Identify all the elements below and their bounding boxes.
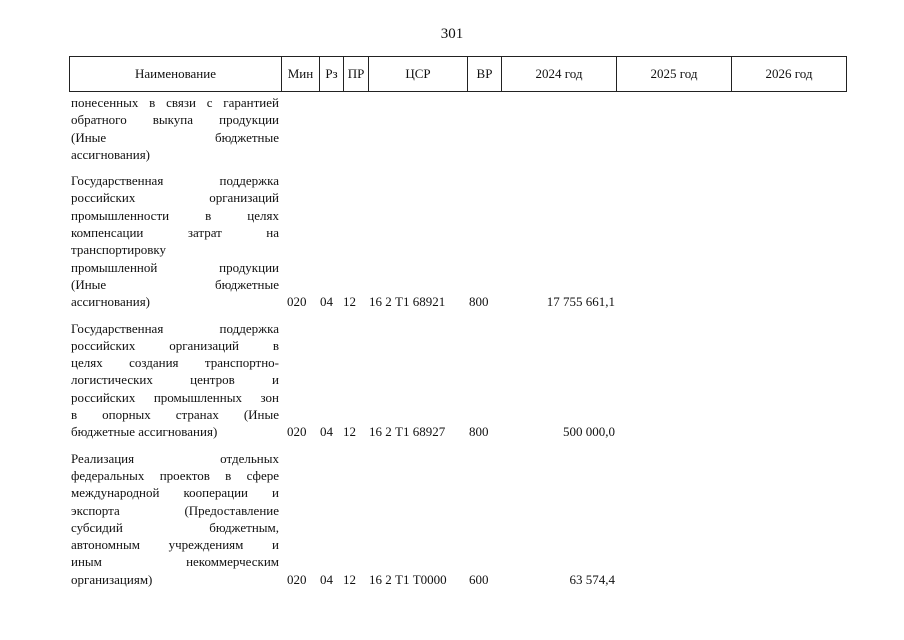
cell-csr: 16 2 Т1 68927 [369, 424, 446, 440]
table-row [69, 172, 849, 310]
row-name-line: автономным учреждениям и [71, 537, 279, 553]
row-name-line: федеральных проектов в сфере [71, 467, 279, 483]
header-2025: 2025 год [617, 57, 732, 92]
row-name-line: (Иные бюджетные [71, 129, 279, 145]
row-name [71, 172, 279, 310]
row-name-line: иным некоммерческим [71, 554, 279, 570]
row-name-line: логистических центров и [71, 372, 279, 388]
row-name [71, 320, 279, 441]
cell-y2024: 500 000,0 [563, 424, 615, 440]
cell-csr: 16 2 Т1 68921 [369, 294, 446, 310]
cell-min: 020 [287, 571, 307, 587]
row-name-line: организациям) [71, 571, 153, 587]
row-name-line: Государственная поддержка [71, 320, 279, 336]
header-pr: ПР [344, 57, 369, 92]
row-name-line: российских организаций в [71, 337, 279, 353]
header-rz: Рз [320, 57, 344, 92]
cell-pr: 12 [343, 424, 356, 440]
table-row [69, 320, 849, 441]
cell-vr: 800 [469, 294, 489, 310]
row-name-line: российских организаций [71, 190, 279, 206]
row-name-line: экспорта (Предоставление [71, 502, 279, 518]
row-name-line: (Иные бюджетные [71, 276, 279, 292]
table-row [69, 94, 849, 163]
row-name-line: транспортировку [71, 242, 167, 258]
header-name: Наименование [70, 57, 282, 92]
row-name-line: ассигнования) [71, 294, 151, 310]
table-row [69, 450, 849, 588]
row-name [71, 450, 279, 588]
row-name-line: целях создания транспортно- [71, 355, 279, 371]
header-2026: 2026 год [732, 57, 847, 92]
header-csr: ЦСР [369, 57, 468, 92]
row-name-line: бюджетные ассигнования) [71, 424, 218, 440]
cell-csr: 16 2 Т1 Т0000 [369, 571, 447, 587]
header-2024: 2024 год [502, 57, 617, 92]
cell-y2024: 17 755 661,1 [546, 294, 615, 310]
row-name-line: обратного выкупа продукции [71, 112, 279, 128]
row-name-line: Реализация отдельных [71, 450, 279, 466]
row-name-line: компенсации затрат на [71, 225, 279, 241]
row-name-line: в опорных странах (Иные [71, 407, 279, 423]
row-name-line: международной кооперации и [71, 485, 279, 501]
row-name-line: промышленности в целях [71, 207, 279, 223]
cell-y2024: 63 574,4 [569, 571, 615, 587]
row-name-line: понесенных в связи с гарантией [71, 95, 279, 110]
row-name-line: промышленной продукции [71, 259, 279, 275]
table-header [69, 56, 847, 92]
page-number: 301 [440, 26, 464, 42]
row-name-line: российских промышленных зон [71, 389, 279, 405]
cell-min: 020 [287, 294, 307, 310]
cell-pr: 12 [343, 571, 356, 587]
cell-rz: 04 [320, 294, 333, 310]
cell-pr: 12 [343, 294, 356, 310]
cell-vr: 600 [469, 571, 489, 587]
row-name-line: ассигнования) [71, 146, 151, 162]
cell-rz: 04 [320, 571, 333, 587]
header-vr: ВР [468, 57, 502, 92]
cell-rz: 04 [320, 424, 333, 440]
cell-vr: 800 [469, 424, 489, 440]
header-min: Мин [282, 57, 320, 92]
row-name [71, 94, 279, 163]
cell-min: 020 [287, 424, 307, 440]
row-name-line: субсидий бюджетным, [71, 519, 279, 535]
row-name-line: Государственная поддержка [71, 173, 279, 189]
